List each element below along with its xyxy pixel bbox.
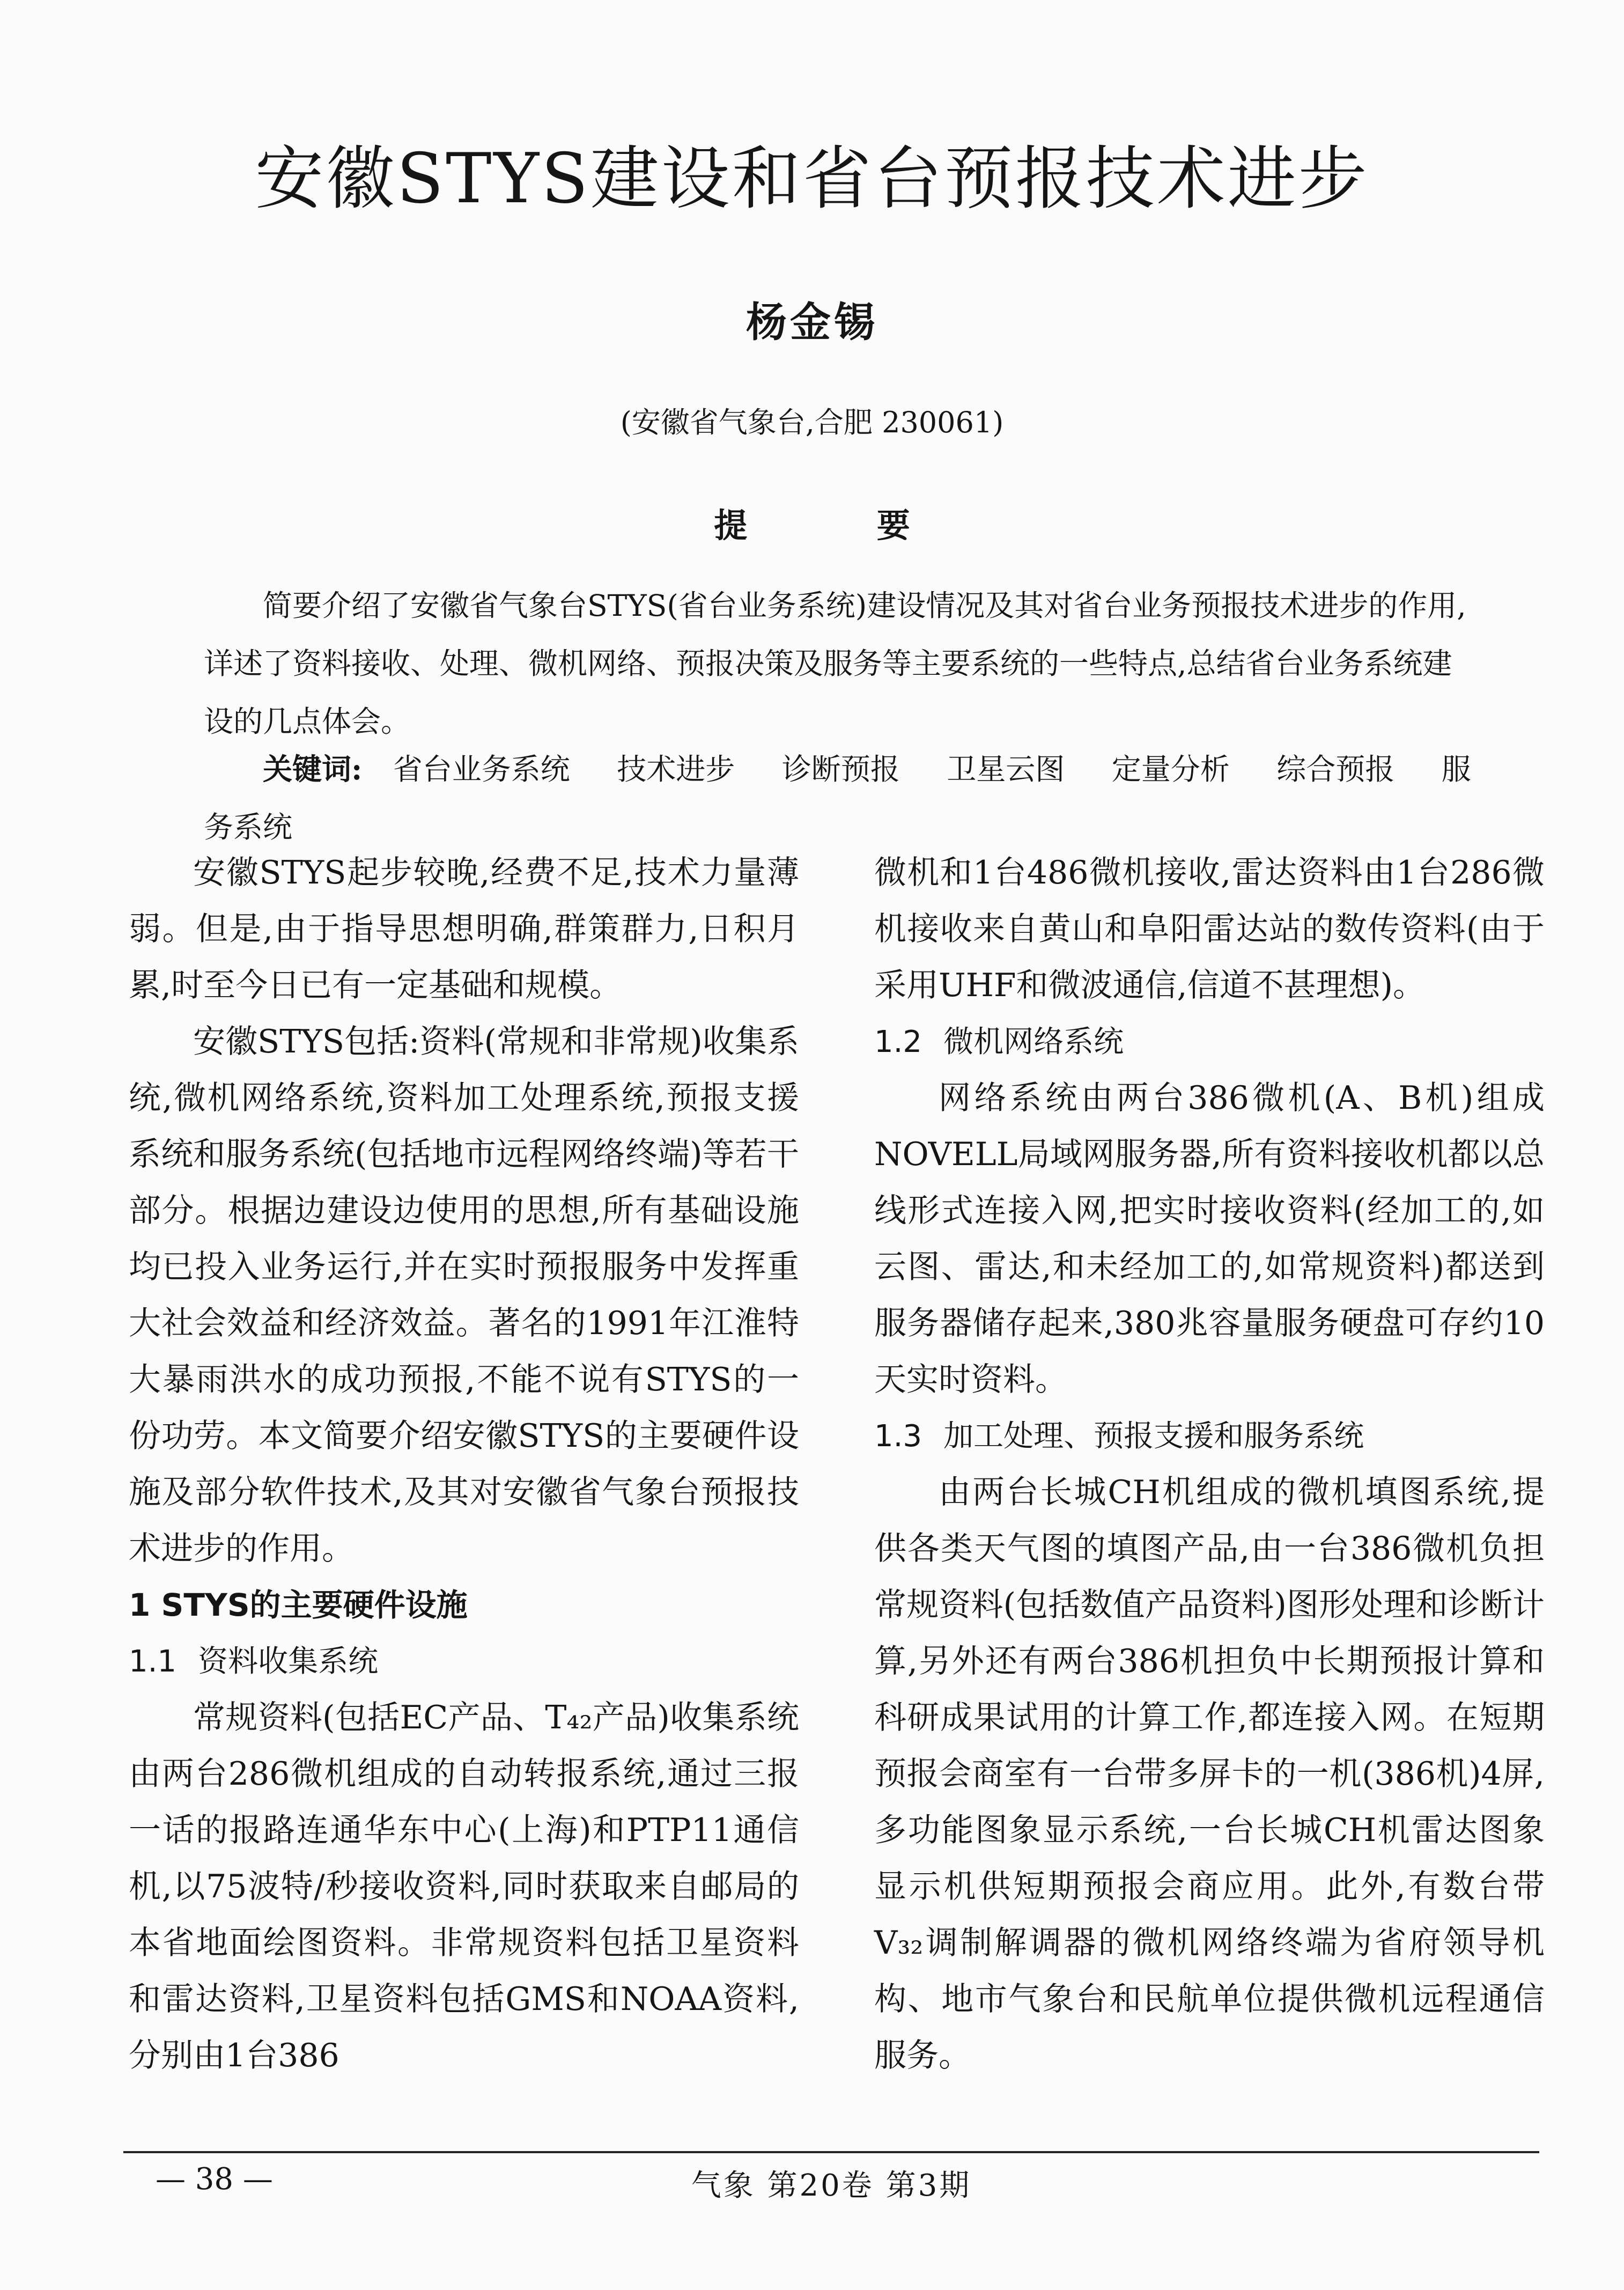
abstract-text: 简要介绍了安徽省气象台STYS(省台业务系统)建设情况及其对省台业务预报技术进步的作用,详述了资料接收、处理、微机网络、预报决策及服务等主要系统的一些特点,总结省台业务系统建设的几点体会。 bbox=[204, 588, 1466, 739]
subsection-heading bbox=[874, 1014, 1545, 1070]
left-column bbox=[129, 845, 799, 2084]
body-paragraph: 安徽STYS起步较晚,经费不足,技术力量薄弱。但是,由于指导思想明确,群策群力,日积月累,时至今日已有一定基础和规模。 bbox=[129, 854, 799, 1004]
subsection-number: 1.3 bbox=[874, 1419, 922, 1454]
keyword: 综合预报 bbox=[1276, 752, 1395, 786]
page-footer bbox=[123, 2162, 1539, 2210]
subsection-title: 微机网络系统 bbox=[943, 1025, 1124, 1059]
page-number: — 38 — bbox=[156, 2162, 273, 2197]
affiliation: (安徽省气象台,合肥 230061) bbox=[620, 406, 1004, 439]
subsection-heading bbox=[874, 1408, 1545, 1464]
subsection-title: 资料收集系统 bbox=[198, 1644, 379, 1679]
keyword: 省台业务系统 bbox=[393, 752, 570, 786]
journal-info: 气象 第20卷 第3期 bbox=[691, 2168, 972, 2203]
body-paragraph: 安徽STYS包括:资料(常规和非常规)收集系统,微机网络系统,资料加工处理系统,预报支援系统和服务系统(包括地市远程网络终端)等若干部分。根据边建设边使用的思想,所有基础设施均已投入业务运行,并在实时预报服务中发挥重大社会效益和经济效益。著名的1991年江淮特大暴雨洪水的成功预报,不能不说有STYS的一份功劳。本文简要介绍安徽STYS的主要硬件设施及部分软件技术,及其对安徽省气象台预报技术进步的作用。 bbox=[129, 1023, 799, 1567]
paper-title: 安徽STYS建设和省台预报技术进步 bbox=[255, 139, 1369, 219]
subsection-title: 加工处理、预报支援和服务系统 bbox=[943, 1419, 1364, 1454]
body-paragraph: 常规资料(包括EC产品、T₄₂产品)收集系统由两台286微机组成的自动转报系统,通过三报一话的报路连通华东中心(上海)和PTP11通信机,以75波特/秒接收资料,同时获取来自邮局的本省地面绘图资料。非常规资料包括卫星资料和雷达资料,卫星资料包括GMS和NOAA资料,分别由1台386 bbox=[129, 1699, 799, 2074]
abstract-heading: 提 要 bbox=[714, 506, 969, 545]
subsection-number: 1.2 bbox=[874, 1025, 922, 1059]
keyword: 技术进步 bbox=[617, 752, 735, 786]
subsection-number: 1.1 bbox=[129, 1644, 177, 1679]
footer-rule bbox=[123, 2151, 1539, 2153]
author-name: 杨金锡 bbox=[746, 298, 878, 346]
subsection-heading bbox=[129, 1633, 799, 1690]
keyword: 服务系统 bbox=[204, 752, 1471, 844]
keywords-block bbox=[204, 740, 1480, 856]
body-paragraph: 由两台长城CH机组成的微机填图系统,提供各类天气图的填图产品,由一台386微机负担常规资料(包括数值产品资料)图形处理和诊断计算,另外还有两台386机担负中长期预报计算和科研成果试用的计算工作,都连接入网。在短期预报会商室有一台带多屏卡的一机(386机)4屏,多功能图象显示系统,一台长城CH机雷达图象显示机供短期预报会商应用。此外,有数台带V₃₂调制解调器的微机网络终端为省府领导机构、地市气象台和民航单位提供微机远程通信服务。 bbox=[874, 1474, 1545, 2074]
section-heading: 1 STYS的主要硬件设施 bbox=[129, 1587, 468, 1623]
keywords-label: 关键词: bbox=[263, 752, 363, 786]
keyword: 卫星云图 bbox=[947, 752, 1065, 786]
body-paragraph: 网络系统由两台386微机(A、B机)组成NOVELL局域网服务器,所有资料接收机都以总线形式连接入网,把实时接收资料(经加工的,如云图、雷达,和未经加工的,如常规资料)都送到服务器储存起来,380兆容量服务硬盘可存约10天实时资料。 bbox=[874, 1079, 1545, 1398]
keyword: 定量分析 bbox=[1111, 752, 1230, 786]
body-paragraph: 微机和1台486微机接收,雷达资料由1台286微机接收来自黄山和阜阳雷达站的数传资料(由于采用UHF和微波通信,信道不甚理想)。 bbox=[874, 854, 1545, 1004]
right-column bbox=[874, 845, 1545, 2084]
keyword: 诊断预报 bbox=[781, 752, 900, 786]
